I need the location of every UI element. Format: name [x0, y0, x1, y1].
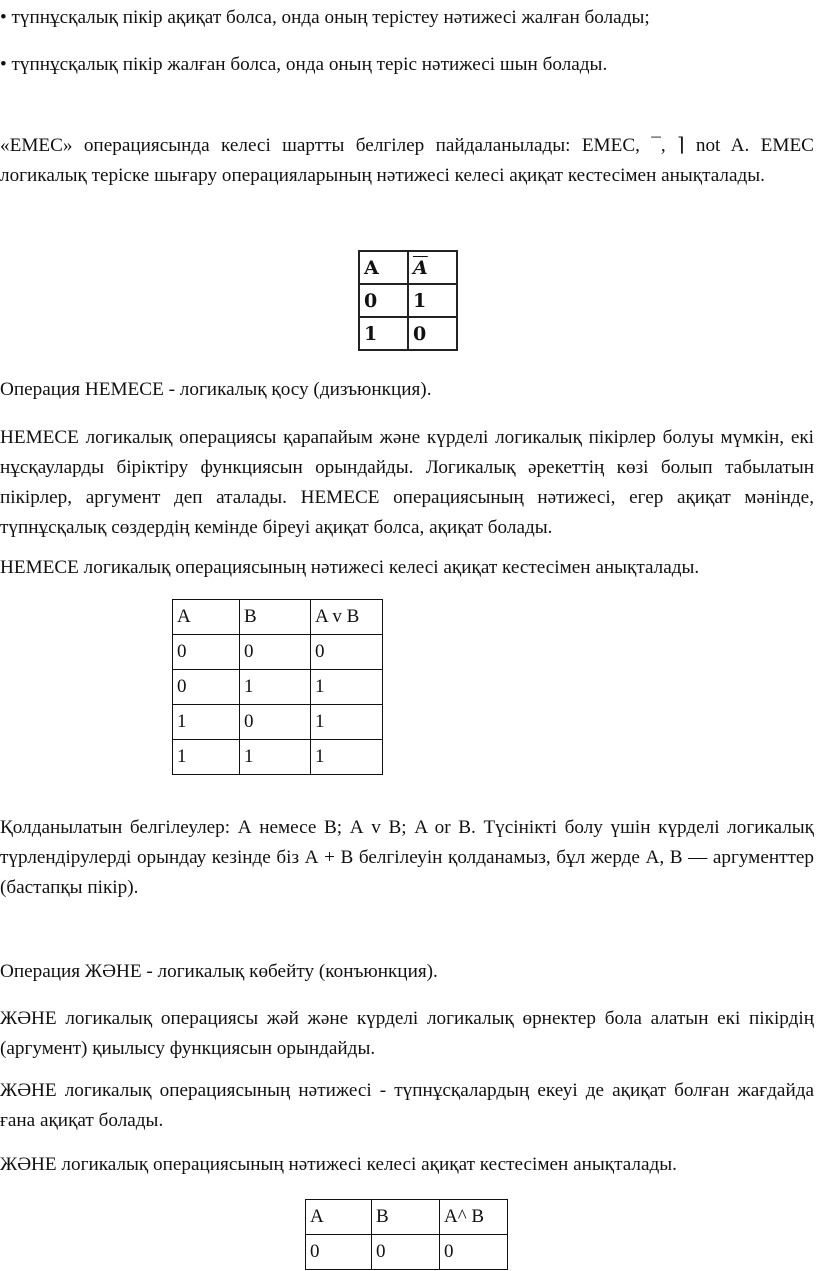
table-cell: 1: [311, 670, 383, 705]
table-cell: 1: [173, 740, 240, 775]
and-operation-description: ЖӘНЕ логикалық операциясы жәй және күрделі логикалық өрнектер бола алатын екі пікірдің (аргумент) қиылысу функциясын орындайды.: [0, 1008, 814, 1059]
and-operation-heading: Операция ЖӘНЕ - логикалық көбейту (конъюнкция).: [0, 961, 438, 982]
table-row: [306, 1235, 508, 1270]
table-cell: 1: [240, 670, 311, 705]
not-operation-intro: «ЕМЕС» операциясында келесі шартты белгілер пайдаланылады: ЕМЕС, ¯, ⌉ not A. ЕМЕС логикалық теріске шығару операцияларының нәтижесі келесі ақиқат кестесімен анықталады.: [0, 135, 814, 186]
table-header-row: [306, 1200, 508, 1235]
table-header-cell: B: [372, 1200, 440, 1235]
table-cell: 1: [311, 740, 383, 775]
table-header-cell: A^ B: [440, 1200, 508, 1235]
or-truth-table: [172, 599, 383, 775]
table-cell: 0: [306, 1235, 372, 1270]
table-cell: 1: [240, 740, 311, 775]
table-cell: 0: [240, 635, 311, 670]
and-table-intro: ЖӘНЕ логикалық операциясының нәтижесі келесі ақиқат кестесімен анықталады.: [0, 1154, 677, 1175]
table-row: [173, 705, 383, 740]
not-truth-table: [358, 250, 458, 351]
table-row: [173, 635, 383, 670]
table-header-cell: $\overline{A}$: [408, 251, 457, 284]
table-cell: 1: [359, 317, 408, 350]
or-table-intro: НЕМЕСЕ логикалық операциясының нәтижесі келесі ақиқат кестесімен анықталады.: [0, 557, 700, 578]
table-cell: 0: [440, 1235, 508, 1270]
or-operation-description: НЕМЕСЕ логикалық операциясы қарапайым және күрделі логикалық пікірлер болуы мүмкін, екі нұсқауларды біріктіру функциясын орындайды. Логикалық әрекеттің көзі болып табылатын пікірлер, аргумент деп аталады. НЕМЕСЕ операциясының нәтижесі, егер ақиқат мәнінде, түпнұсқалық сөздердің кемінде біреуі ақиқат болса, ақиқат болады.: [0, 427, 814, 538]
or-notation: Қолданылатын белгілеулер: А немесе В; А v В; A or B. Түсінікті болу үшін күрделі логикалық түрлендірулерді орындау кезінде біз А + В белгілеуін қолданамыз, бұл жерде А, В — аргументтер (бастапқы пікір).: [0, 817, 814, 898]
table-cell: 1: [408, 284, 457, 317]
table-header-cell: A v B: [311, 600, 383, 635]
table-cell: 0: [173, 635, 240, 670]
table-header-cell: A: [359, 251, 408, 284]
table-row: [359, 317, 457, 350]
bullet-true-negation: • түпнұсқалық пікір ақиқат болса, онда оның терістеу нәтижесі жалған болады;: [0, 7, 650, 28]
and-operation-result: ЖӘНЕ логикалық операциясының нәтижесі - түпнұсқалардың екеуі де ақиқат болған жағдайда ғана ақиқат болады.: [0, 1080, 814, 1131]
table-cell: 1: [311, 705, 383, 740]
and-truth-table: [305, 1199, 508, 1270]
table-cell: 0: [372, 1235, 440, 1270]
table-row: [359, 284, 457, 317]
table-cell: 0: [408, 317, 457, 350]
table-header-row: [359, 251, 457, 284]
or-operation-heading: Операция НЕМЕСЕ - логикалық қосу (дизъюнкция).: [0, 379, 432, 400]
table-cell: 0: [359, 284, 408, 317]
table-row: [173, 670, 383, 705]
table-header-cell: A: [306, 1200, 372, 1235]
table-cell: 1: [173, 705, 240, 740]
table-header-cell: A: [173, 600, 240, 635]
table-cell: 0: [240, 705, 311, 740]
table-cell: 0: [311, 635, 383, 670]
table-row: [173, 740, 383, 775]
table-cell: 0: [173, 670, 240, 705]
table-header-row: [173, 600, 383, 635]
bullet-false-negation: • түпнұсқалық пікір жалған болса, онда оның теріс нәтижесі шын болады.: [0, 54, 608, 75]
table-header-cell: B: [240, 600, 311, 635]
